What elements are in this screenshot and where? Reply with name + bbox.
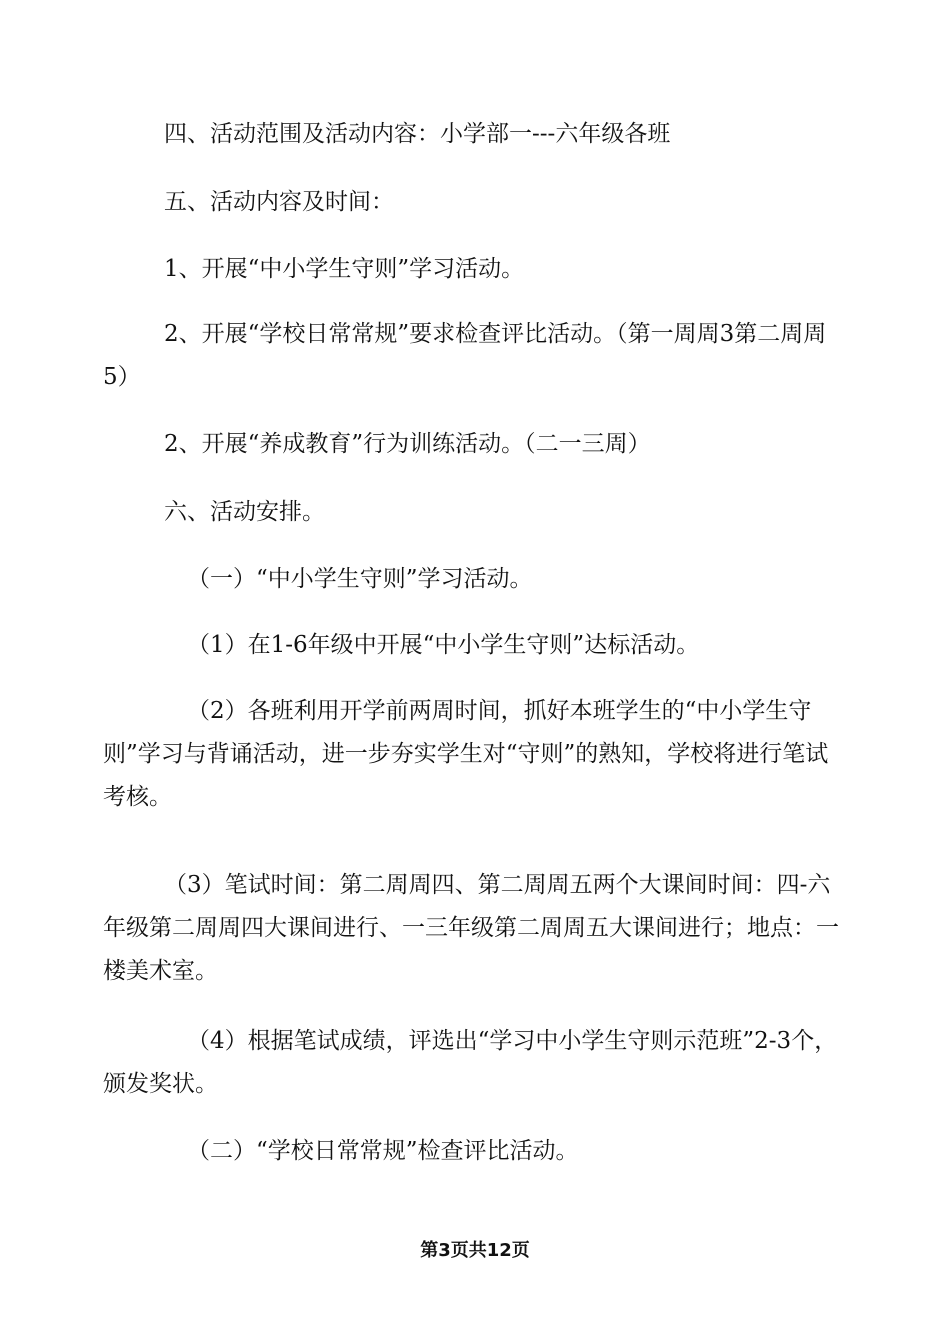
page-number: 第3页共12页: [420, 1240, 530, 1261]
paragraph-sub-4: （4）根据笔试成绩，评选出“学习中小学生守则示范班”2-3个，颁发奖状。: [103, 1028, 838, 1097]
paragraph-scope: 四、活动范围及活动内容：小学部一---六年级各班: [164, 121, 671, 147]
paragraph-sub-3: （3）笔试时间：第二周周四、第二周周五两个大课间时间：四-六年级第二周周四大课间进行、一三年级第二周周五大课间进行；地点：一楼美术室。: [103, 872, 839, 984]
paragraph-sub-2: （2）各班利用开学前两周时间，抓好本班学生的“中小学生守则”学习与背诵活动，进一步夯实学生对“守则”的熟知，学校将进行笔试考核。: [103, 698, 829, 810]
paragraph-section-1: （一）“中小学生守则”学习活动。: [187, 566, 533, 592]
paragraph-item-2a: 2、开展“学校日常常规”要求检查评比活动。（第一周周3第二周周5）: [103, 321, 827, 390]
paragraph-arrangement: 六、活动安排。: [164, 499, 325, 525]
paragraph-section-2: （二）“学校日常常规”检查评比活动。: [187, 1138, 579, 1164]
paragraph-item-1: 1、开展“中小学生守则”学习活动。: [164, 256, 525, 282]
paragraph-content-time: 五、活动内容及时间：: [164, 189, 394, 215]
paragraph-item-2b: 2、开展“养成教育”行为训练活动。（二一三周）: [164, 431, 651, 457]
paragraph-sub-1: （1）在1-6年级中开展“中小学生守则”达标活动。: [187, 632, 700, 658]
